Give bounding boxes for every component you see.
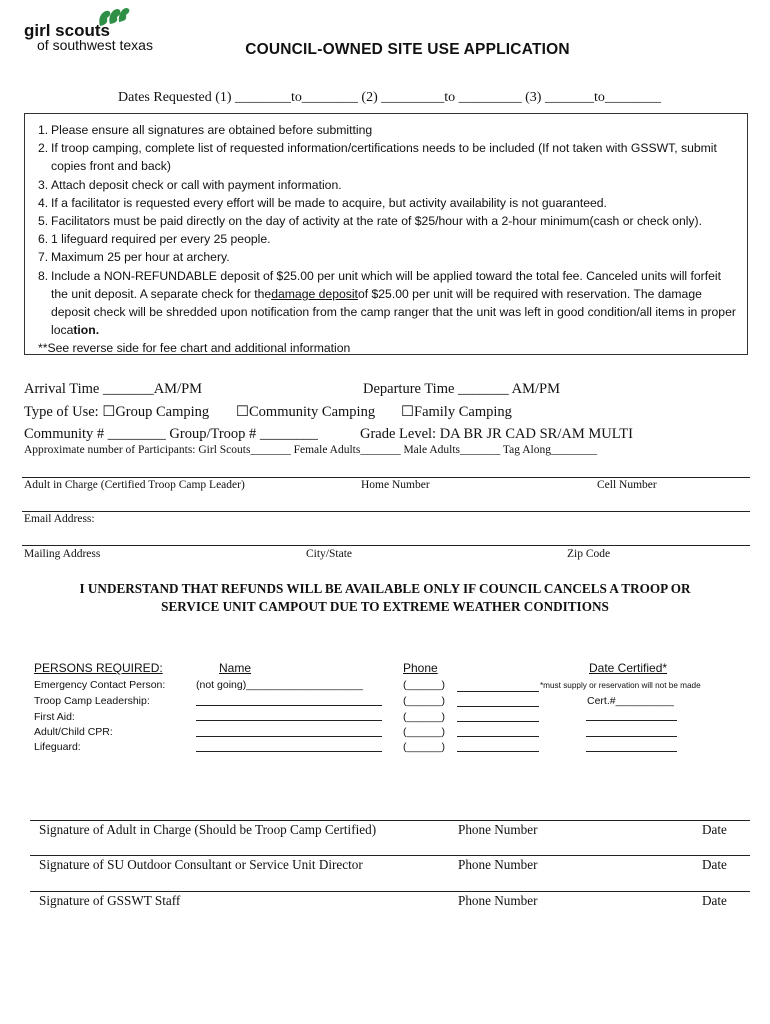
adult-in-charge-label: Adult in Charge (Certified Troop Camp Leader) <box>24 479 245 491</box>
phone-field-line[interactable] <box>457 736 539 737</box>
instruction-item-continuation: the unit deposit. A separate check for the damage deposit of $25.00 per unit will be required with reservation. The damage <box>51 286 702 301</box>
role-label: Troop Camp Leadership: <box>34 695 150 707</box>
instructions-box <box>24 113 748 355</box>
instruction-item: 4. If a facilitator is requested every effort will be made to acquire, but activity availability is not guaranteed. <box>38 195 607 210</box>
divider <box>22 511 750 512</box>
checkbox-family-camping[interactable]: ☐ <box>401 404 414 420</box>
see-reverse-note: **See reverse side for fee chart and additional information <box>38 341 351 356</box>
type-of-use-label: Type of Use: <box>24 404 103 420</box>
role-label: Emergency Contact Person: <box>34 679 166 691</box>
instruction-item: 7. Maximum 25 per hour at archery. <box>38 250 230 265</box>
supply-note: *must supply or reservation will not be made <box>540 681 701 690</box>
participants-field[interactable]: Approximate number of Participants: Girl Scouts_______ Female Adults_______ Male Adults_______ Tag Along________ <box>24 444 597 456</box>
group-camping-label: Group Camping <box>115 404 210 420</box>
signature-date-label: Date <box>702 893 727 908</box>
cell-number-label: Cell Number <box>597 479 657 491</box>
departure-time-field[interactable]: Departure Time _______ AM/PM <box>363 381 560 397</box>
instruction-item-continuation: copies front and back) <box>51 159 171 174</box>
cert-number-field[interactable]: Cert.#__________ <box>587 695 674 707</box>
signature-phone-label: Phone Number <box>458 893 538 908</box>
role-label: Adult/Child CPR: <box>34 726 113 738</box>
signature-label: Signature of Adult in Charge (Should be Troop Camp Certified) <box>39 822 377 837</box>
signature-line[interactable] <box>30 820 750 821</box>
instruction-item-continuation: loca tion. <box>51 323 100 338</box>
phone-area-code[interactable]: (______) <box>403 695 446 707</box>
divider <box>22 477 750 478</box>
signature-phone-label: Phone Number <box>458 857 538 872</box>
grade-level-field[interactable]: Grade Level: DA BR JR CAD SR/AM MULTI <box>360 426 633 442</box>
phone-field-line[interactable] <box>457 691 539 692</box>
logo-text-secondary: of southwest texas <box>37 37 153 53</box>
checkbox-group-camping[interactable]: ☐ <box>102 404 116 420</box>
divider <box>22 545 750 546</box>
signature-date-label: Date <box>702 857 727 872</box>
phone-field-line[interactable] <box>457 721 539 722</box>
arrival-time-field[interactable]: Arrival Time _______AM/PM <box>24 381 203 397</box>
phone-field-line[interactable] <box>457 751 539 752</box>
name-column-header: Name <box>219 661 252 675</box>
signature-line[interactable] <box>30 855 750 856</box>
instruction-item-continuation: deposit check will be shredded upon notification from the camp ranger that the unit was left in good condition/all items in proper <box>51 305 736 320</box>
checkbox-community-camping[interactable]: ☐ <box>236 404 249 420</box>
phone-column-header: Phone <box>403 661 438 675</box>
instruction-item: 1. Please ensure all signatures are obtained before submitting <box>38 123 373 137</box>
dates-requested-field[interactable]: Dates Requested (1) ________to________ (2) _________to _________ (3) _______to________ <box>118 90 661 105</box>
page-title: COUNCIL-OWNED SITE USE APPLICATION <box>245 41 570 58</box>
zip-code-label: Zip Code <box>567 548 611 560</box>
instruction-item: 5. Facilitators must be paid directly on the day of activity at the rate of $25/hour with a 2-hour minimum(cash or check only). <box>38 214 702 229</box>
instruction-item: 8. Include a NON-REFUNDABLE deposit of $25.00 per unit which will be applied toward the total fee. Canceled units will forfeit <box>38 268 721 283</box>
instruction-item: 6. 1 lifeguard required per every 25 people. <box>38 232 271 247</box>
email-label: Email Address: <box>24 513 95 525</box>
city-state-label: City/State <box>306 548 352 560</box>
family-camping-option <box>401 404 512 421</box>
signature-phone-label: Phone Number <box>458 822 538 837</box>
name-field-line[interactable] <box>196 751 382 752</box>
community-camping-label: Community Camping <box>249 404 376 420</box>
date-certified-column-header: Date Certified* <box>589 661 668 675</box>
phone-area-code[interactable]: (______) <box>403 679 446 691</box>
phone-area-code[interactable]: (______) <box>403 741 446 753</box>
name-field-line[interactable] <box>196 705 382 706</box>
name-field-line[interactable] <box>196 720 382 721</box>
community-troop-field[interactable]: Community # ________ Group/Troop # ________ <box>24 426 318 442</box>
refund-notice: I UNDERSTAND THAT REFUNDS WILL BE AVAILABLE ONLY IF COUNCIL CANCELS A TROOP OR SERVICE UNIT CAMPOUT DUE TO EXTREME WEATHER CONDITIONS <box>79 581 691 614</box>
signature-line[interactable] <box>30 891 750 892</box>
home-number-label: Home Number <box>361 479 430 491</box>
signature-date-label: Date <box>702 822 727 837</box>
name-field-line[interactable] <box>196 736 382 737</box>
family-camping-label: Family Camping <box>414 404 512 420</box>
phone-area-code[interactable]: (______) <box>403 711 446 723</box>
date-field-line[interactable] <box>586 720 677 721</box>
instruction-item: 3. Attach deposit check or call with payment information. <box>38 177 342 192</box>
type-of-use <box>24 404 209 421</box>
role-label: First Aid: <box>34 711 75 723</box>
community-camping-option <box>236 404 375 421</box>
not-going-field[interactable]: (not going)____________________ <box>196 679 363 691</box>
date-field-line[interactable] <box>586 736 677 737</box>
signature-label: Signature of GSSWT Staff <box>39 893 181 908</box>
phone-field-line[interactable] <box>457 706 539 707</box>
signature-label: Signature of SU Outdoor Consultant or Service Unit Director <box>39 857 363 872</box>
persons-required-header: PERSONS REQUIRED: <box>34 661 163 675</box>
mailing-address-label: Mailing Address <box>24 548 101 560</box>
instruction-item: 2. If troop camping, complete list of requested information/certifications needs to be included (If not taken with GSSWT, submit <box>38 141 717 156</box>
instructions-list <box>38 121 736 358</box>
date-field-line[interactable] <box>586 751 677 752</box>
role-label: Lifeguard: <box>34 741 81 753</box>
logo-text-primary: girl scouts <box>24 21 110 40</box>
phone-area-code[interactable]: (______) <box>403 726 446 738</box>
